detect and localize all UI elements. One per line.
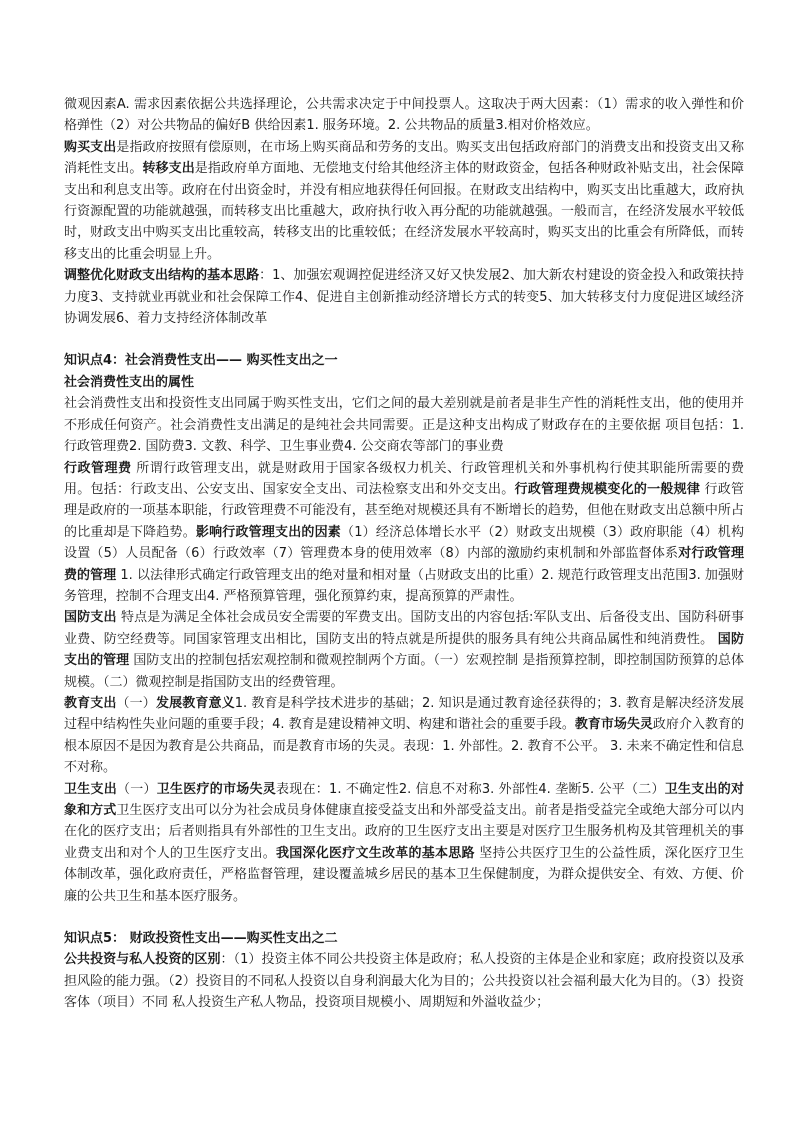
paragraph-public-private-investment	[64, 949, 744, 1013]
term-admin-cost: 行政管理费	[64, 460, 132, 476]
term-admin-cost-factors: 影响行政管理支出的因素	[195, 524, 341, 540]
text-segment: 行政管理是政府的一项基本职能，行政管理费不可能没有，甚至绝对规模还具有不断增长的趋势，但他在财政支出总额中所占的比重却是下降趋势。	[64, 481, 744, 540]
text-segment: ：1、加强宏观调控促进经济又好又快发展2、加大新农村建设的资金投入和政策扶持力度3、支持就业再就业和社会保障工作4、促进自主创新推动经济增长方式的转变5、加大转移支付力度促进区域经济协调发展6、着力支持经济体制改革	[64, 268, 744, 327]
heading-knowledge-point-5: 知识点5： 财政投资性支出——购买性支出之二	[64, 931, 338, 947]
term-purchase-spending: 购买支出	[64, 139, 117, 155]
paragraph-health-spending	[64, 779, 744, 907]
term-education-significance: 发展教育意义	[155, 695, 235, 711]
text-segment: 卫生医疗支出可以分为社会成员身体健康直接受益支出和外部受益支出。前者是指受益完全或绝大部分可以内在化的医疗支出；后者则指具有外部性的卫生支出。政府的卫生医疗支出主要是对医疗卫生服务机构及其管理机关的事业费支出和对个人的卫生医疗支出。	[64, 803, 744, 861]
text-segment: （一）	[116, 695, 156, 711]
paragraph-administrative-costs	[64, 458, 744, 608]
term-transfer-spending: 转移支出	[142, 161, 195, 177]
text-segment: 国防支出的控制包括宏观控制和微观控制两个方面。（一）宏观控制 是指预算控制，即控制国防预算的总体规模。（二）微观控制是指国防支出的经费管理。	[64, 653, 744, 690]
text-segment: 表现在：1. 不确定性2. 信息不对称3. 外部性4. 垄断5. 公平（二）	[276, 781, 665, 797]
text-segment: （一）	[117, 781, 157, 797]
paragraph-education-spending	[64, 693, 744, 779]
term-public-private-investment: 公共投资与私人投资的区别	[64, 952, 221, 968]
text-segment: ：（1）投资主体不同公共投资主体是政府；私人投资的主体是企业和家庭；政府投资以及承担风险的能力强。（2）投资目的不同私人投资以自身利润最大化为目的；公共投资以社会福利最大化为目的。（3）投资客体（项目）不同 私人投资生产私人物品，投资项目规模小、周期短和外溢收益少；	[64, 952, 744, 1011]
text-segment: 特点是为满足全体社会成员安全需要的军费支出。国防支出的内容包括:军队支出、后备役支出、国防科研事业费、防空经费等。同国家管理支出相比，国防支出的特点就是所提供的服务具有纯公共商品属性和纯消费性。	[64, 610, 744, 647]
heading-knowledge-point-4: 知识点4：社会消费性支出—— 购买性支出之一	[64, 353, 338, 369]
paragraph-consumption-spending: 社会消费性支出和投资性支出同属于购买性支出，它们之间的最大差别就是前者是非生产性的消耗性支出，他的使用并不形成任何资产。社会消费性支出满足的是纯社会共同需要。正是这种支出构成了财政存在的主要依据 项目包括：1. 行政管理费2. 国防费3. 文教、科学、卫生事业费4. 公交商农等部门的事业费	[64, 396, 744, 455]
text-segment: 1. 教育是科学技术进步的基础；2. 知识是通过教育途径获得的；3. 教育是解决经济发展过程中结构性失业问题的重要手段；4. 教育是建设精神文明、构建和谐社会的重要手段。	[64, 695, 744, 733]
text-segment: 所谓行政管理支出，就是财政用于国家各级权力机关、行政管理机关和外事机构行使其职能所需要的费用。包括：行政支出、公安支出、国家安全支出、司法检察支出和外交支出。	[64, 460, 744, 497]
term-education-spending: 教育支出	[64, 695, 117, 711]
paragraph-demand-supply-factors: 微观因素A. 需求因素依据公共选择理论，公共需求决定于中间投票人。这取决于两大因素：（1）需求的收入弹性和价格弹性（2）对公共物品的偏好B 供给因素1. 服务环境。2. 公共物品的质量3.相对价格效应。	[64, 97, 744, 134]
paragraph-structure-optimization	[64, 265, 744, 329]
term-admin-cost-rule: 行政管理费规模变化的一般规律	[514, 481, 701, 497]
paragraph-purchase-transfer-spending	[64, 137, 744, 265]
text-segment: 坚持公共医疗卫生的公益性质，深化医疗卫生体制改革，强化政府责任，严格监督管理，建设覆盖城乡居民的基本卫生保健制度，为群众提供安全、有效、方便、价廉的公共卫生和基本医疗服务。	[64, 845, 744, 904]
text-segment: 是指政府按照有偿原则，在市场上购买商品和劳务的支出。购买支出包括政府部门的消费支出和投资支出又称消耗性支出。	[64, 139, 744, 177]
paragraph-defense-spending	[64, 607, 744, 693]
term-defense-spending: 国防支出	[64, 610, 117, 626]
term-education-market-failure: 教育市场失灵	[574, 717, 653, 733]
text-segment: 是指政府单方面地、无偿地支付给其他经济主体的财政资金，包括各种财政补贴支出，社会保障支出和利息支出等。政府在付出资金时，并没有相应地获得任何回报。在财政支出结构中，购买支出比重越大，政府执行资源配置的功能就越强，而转移支出比重越大，政府执行收入再分配的功能就越强。一般而言，在经济发展水平较低时，财政支出中购买支出比重较高，转移支出的比重较低；在经济发展水平较高时，购买支出的比重会有所降低，而转移支出的比重会明显上升。	[64, 161, 744, 262]
term-health-spending: 卫生支出	[64, 781, 118, 797]
term-structure-optimization: 调整优化财政支出结构的基本思路	[64, 268, 260, 284]
text-segment: （1）经济总体增长水平（2）财政支出规模（3）政府职能（4）机构设置（5）人员配备（6）行政效率（7）管理费本身的使用效率（8）内部的激励约束机制和外部监督体系	[64, 524, 744, 562]
term-admin-cost-management: 对行政管理费的管理	[64, 546, 744, 583]
text-segment: 1. 以法律形式确定行政管理支出的绝对量和相对量（占财政支出的比重）2. 规范行政管理支出范围3. 加强财务管理，控制不合理支出4. 严格预算管理，强化预算约束，提高预算的严肃性。	[64, 567, 744, 604]
term-health-reform: 我国深化医疗文生改革的基本思路	[276, 845, 475, 861]
term-health-market-failure: 卫生医疗的市场失灵	[156, 781, 277, 797]
document-page	[64, 94, 744, 1014]
subheading-consumption-attributes: 社会消费性支出的属性	[64, 374, 195, 390]
term-health-objects-methods: 卫生支出的对象和方式	[64, 781, 744, 818]
term-defense-management: 国防支出的管理	[64, 631, 744, 669]
text-segment: 政府介入教育的根本原因不是因为教育是公共商品，而是教育市场的失灵。表现：1. 外部性。2. 教育不公平。 3. 未来不确定性和信息不对称。	[64, 717, 744, 776]
